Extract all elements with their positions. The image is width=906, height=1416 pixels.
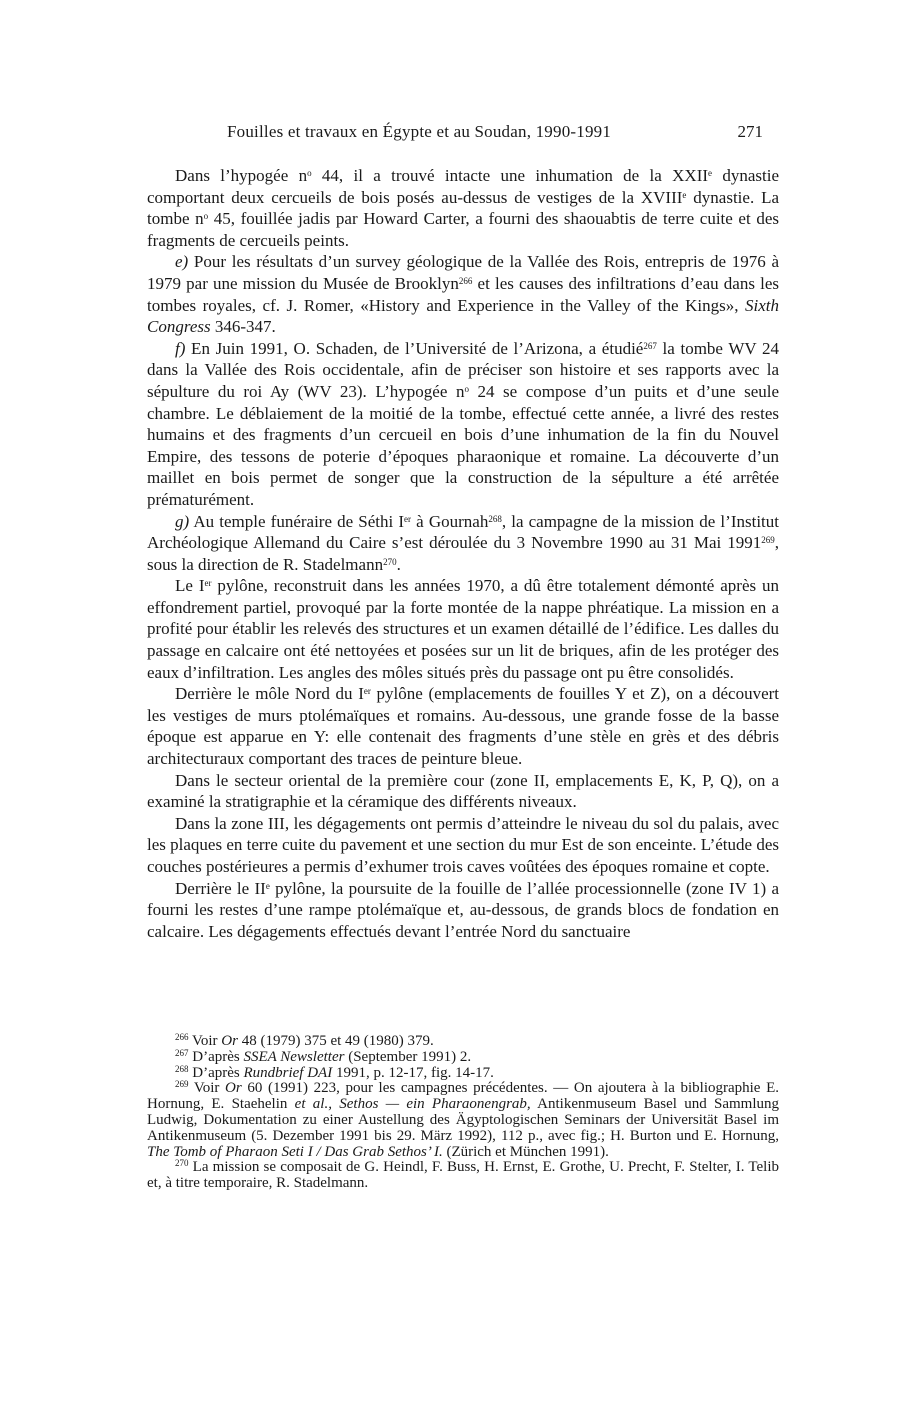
superscript: 266: [175, 1032, 189, 1042]
paragraph: [147, 165, 779, 251]
running-header: [147, 120, 779, 144]
paragraph: [147, 338, 779, 511]
superscript: 268: [175, 1063, 189, 1074]
text-run: Antikenmuseum Basel und Sammlung Ludwig, Dokumentation zu einer Austellung des Ägyptologischen Seminars der Universität Basel im Antikenmuseum (5. Dezember 1991 bis 29. März 1992), 112 p., avec fig.; H. Burton und E. Hornung,: [147, 1096, 779, 1144]
text-run: Dans le secteur oriental de la première cour (zone II, emplacements E, K, P, Q), on a examiné la stratigraphie et la céramique des différents niveaux.: [147, 770, 779, 812]
superscript: 267: [643, 340, 657, 351]
text-run: La mission se composait de G. Heindl, F. Buss, H. Ernst, E. Grothe, U. Precht, F. Stelter, I. Telib et, à titre temporaire, R. Stadelmann.: [147, 1159, 779, 1192]
paragraph: [147, 511, 779, 576]
superscript: 267: [175, 1047, 189, 1058]
italic-text: Or: [221, 1033, 238, 1049]
footnote: [147, 1047, 779, 1066]
text-run: D’après: [188, 1048, 244, 1065]
italic-text: The Tomb of Pharaon Seti I / Das Grab Sethos’ I.: [147, 1143, 443, 1160]
italic-text: Or: [225, 1080, 242, 1097]
paragraph: [147, 251, 779, 337]
text-run: Le I: [175, 576, 205, 596]
text-run: D’après: [188, 1064, 244, 1081]
text-run: et les causes des infiltrations d’eau dans les tombes royales, cf. J. Romer, «History and Experience in the Valley of the Kings»,: [147, 273, 779, 315]
text-run: 346-347.: [210, 317, 276, 337]
text-run: pylône, la poursuite de la fouille de l’allée processionnelle (zone IV 1) a fourni les restes d’une rampe ptolémaïque et, au-dessous, de grands blocs de fondation en calcaire. Les dégagements effectués devant l’entrée Nord du sanctuaire: [147, 878, 779, 941]
text-run: 60 (1991) 223, pour les campagnes précédentes. — On ajoutera à la bibliographie E. Hornung, E. Staehelin: [147, 1080, 779, 1113]
text-run: Dans la zone III, les dégagements ont permis d’atteindre le niveau du sol du palais, avec les plaques en terre cuite du pavement et une section du mur Est de son enceinte. L’étude des couches postérieures a permis d’exhumer trois caves voûtées des époques romaine et copte.: [147, 813, 779, 876]
superscript: 270: [383, 556, 397, 567]
superscript: er: [204, 578, 212, 589]
text-run: pylône, reconstruit dans les années 1970, a dû être totalement démonté après un effondrement partiel, provoqué par la forte montée de la nappe phréatique. La mission en a profité pour établir les relevés des structures et un examen détaillé de l’édifice. Les dalles du passage en calcaire ont été nettoyées et posées sur un lit de briques, afin de les protéger des eaux d’infiltration. Les angles des môles situés près du passage ont pu être consolidés.: [147, 576, 779, 682]
text-run: à Gournah: [411, 511, 489, 531]
paragraph: [147, 770, 779, 813]
text-run: Dans l’hypogée n: [175, 166, 308, 185]
text-run: (Zürich et München 1991).: [442, 1143, 609, 1160]
paragraph: [147, 878, 779, 943]
text-run: Derrière le môle Nord du I: [175, 684, 364, 704]
footnote: [147, 1160, 779, 1192]
italic-text: Rundbrief DAI: [243, 1064, 333, 1081]
text-run: 24 se compose d’un puits et d’une seule chambre. Le déblaiement de la moitié de la tombe, effectué cette année, a livré des restes humains et des fragments d’un cercueil en bois d’une inhumation de la fin du Nouvel Empire, des tessons de poterie d’époques pharaonique et romaine. La découverte d’un maillet en bois permet de songer que la construction de la sépulture a été arrêtée prématurément.: [147, 381, 780, 509]
footnotes: [147, 1034, 779, 1192]
superscript: er: [404, 513, 412, 524]
italic-text: Sixth Congress: [147, 295, 779, 337]
text-run: 48 (1979) 375 et 49 (1980) 379.: [237, 1033, 434, 1049]
text-run: la tombe WV 24 dans la Vallée des Rois occidentale, afin de préciser son histoire et ses rapports avec la sépulture du roi Ay (WV 23). L’hypogée n: [147, 338, 780, 401]
italic-text: et al., Sethos — ein Pharaonengrab,: [294, 1096, 531, 1113]
running-title: Fouilles et travaux en Égypte et au Soudan, 1990-1991: [227, 122, 612, 141]
superscript: 266: [458, 275, 473, 286]
superscript: o: [307, 168, 312, 178]
text-run: dynastie. La tombe n: [147, 187, 780, 229]
text-run: , la campagne de la mission de l’Institut Archéologique Allemand du Caire s’est déroulée du 3 Novembre 1990 au 31 Mai 1991: [147, 511, 779, 553]
text-run: .: [396, 554, 401, 574]
italic-text: SSEA Newsletter: [243, 1048, 345, 1065]
text-run: 44, il a trouvé intacte une inhumation de la XXII: [311, 166, 709, 185]
main-text: [147, 165, 779, 942]
italic-text: f): [175, 338, 186, 358]
superscript: e: [708, 168, 713, 178]
text-run: dynastie comportant deux cercueils de bois posés au-dessus de vestiges de la XVIII: [147, 166, 779, 207]
superscript: 268: [488, 513, 502, 524]
footnote: [147, 1081, 779, 1160]
superscript: 269: [761, 535, 775, 546]
text-run: 1991, p. 12-17, fig. 14-17.: [332, 1064, 494, 1081]
superscript: 269: [175, 1079, 189, 1090]
italic-text: g): [175, 511, 190, 531]
superscript: 270: [175, 1158, 189, 1169]
superscript: o: [203, 211, 209, 222]
page-number: 271: [737, 122, 763, 141]
superscript: e: [265, 880, 270, 891]
text-run: Pour les résultats d’un survey géologique de la Vallée des Rois, entrepris de 1976 à 1979 par une mission du Musée de Brooklyn: [147, 252, 779, 293]
footnote: [147, 1034, 779, 1050]
text-run: Voir: [188, 1033, 222, 1049]
superscript: o: [464, 383, 469, 394]
text-run: En Juin 1991, O. Schaden, de l’Université de l’Arizona, a étudié: [185, 338, 644, 358]
text-run: pylône (emplacements de fouilles Y et Z), on a découvert les vestiges de murs ptolémaïques et romains. Au-dessous, une grande fosse de la basse époque est apparue en Y: elle contenait des fragments d’une stèle en grès et des débris architecturaux comportant des traces de peinture bleue.: [147, 684, 779, 769]
text-run: , sous la direction de R. Stadelmann: [147, 533, 779, 574]
paragraph: [147, 575, 779, 683]
superscript: e: [682, 189, 687, 200]
text-run: 45, fouillée jadis par Howard Carter, a fourni des shaouabtis de terre cuite et des fragments de cercueils peints.: [147, 209, 779, 250]
paragraph: [147, 683, 779, 769]
text-run: Derrière le II: [175, 878, 266, 898]
italic-text: e): [175, 252, 189, 272]
text-run: Au temple funéraire de Séthi I: [189, 511, 405, 531]
superscript: er: [363, 686, 371, 697]
paragraph: [147, 813, 779, 878]
text-run: (September 1991) 2.: [344, 1048, 472, 1065]
text-run: Voir: [188, 1080, 226, 1097]
